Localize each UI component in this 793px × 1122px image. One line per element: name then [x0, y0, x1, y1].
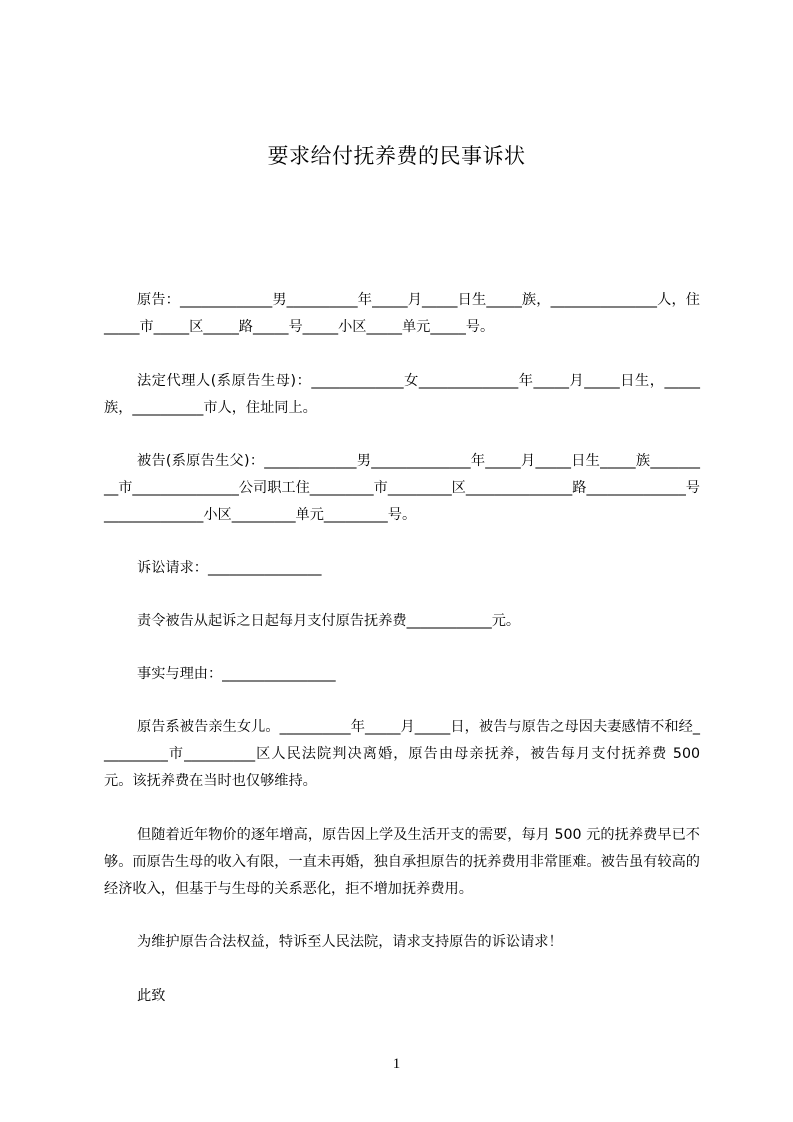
facts-heading: 事实与理由：________________ — [137, 666, 336, 682]
closing-paragraph: 此致 — [137, 988, 166, 1004]
document-title: 要求给付抚养费的民事诉状 — [267, 144, 526, 168]
claims-heading: 诉讼请求：________________ — [137, 560, 322, 576]
page-number: 1 — [392, 1056, 401, 1072]
claim-paragraph: 责令被告从起诉之日起每月支付原告抚养费____________元。 — [137, 613, 521, 629]
request-paragraph: 为维护原告合法权益，特诉至人民法院，请求支持原告的诉讼请求！ — [137, 934, 563, 950]
plaintiff-paragraph: 原告：_____________男__________年_____月_____日生_____族，_______________人，住_____市_____区_____路_____号_____小区_____单元_____号。 — [104, 292, 700, 335]
facts-paragraph-1: 原告系被告亲生女儿。__________年_____月_____日，被告与原告之母因夫妻感情不和经__________市__________区人民法院判决离婚，原告由母亲抚养，被告每月支付抚养费 500 元。该抚养费在当时也仅够维持。 — [104, 719, 700, 789]
facts-paragraph-2: 但随着近年物价的逐年增高，原告因上学及生活开支的需要，每月 500 元的抚养费早已不够。而原告生母的收入有限，一直未再婚，独自承担原告的抚养费用非常匪难。被告虽有较高的经济收入，但基于与生母的关系恶化，拒不增加抚养费用。 — [104, 827, 700, 897]
legal-agent-paragraph: 法定代理人(系原告生母)：_____________女______________年_____月_____日生，_____族，__________市人，住址同上。 — [104, 373, 700, 416]
defendant-paragraph: 被告(系原告生父)：_____________男______________年_____月_____日生_____族_________市_______________公司职工住_________市_________区_______________路______________号______________小区_________单元_________号。 — [104, 453, 700, 523]
